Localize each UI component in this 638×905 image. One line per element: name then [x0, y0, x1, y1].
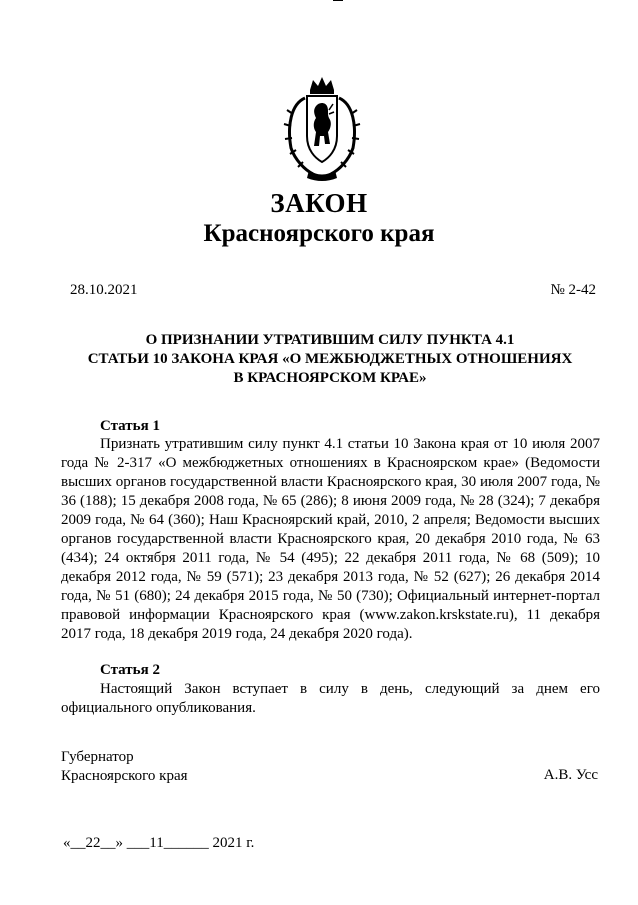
- document-number: № 2-42: [550, 282, 596, 298]
- heading-line: В КРАСНОЯРСКОМ КРАЕ»: [233, 370, 427, 386]
- article-2-title: Статья 2: [100, 662, 160, 678]
- governor-title: Губернатор: [61, 749, 134, 765]
- article-1-title: Статья 1: [100, 418, 160, 434]
- signer-name: А.В. Усс: [543, 767, 598, 783]
- governor-region: Красноярского края: [61, 768, 188, 784]
- heading-line: СТАТЬИ 10 ЗАКОНА КРАЯ «О МЕЖБЮДЖЕТНЫХ ОТНОШЕНИЯХ: [87, 351, 573, 367]
- document-date: 28.10.2021: [70, 282, 138, 298]
- article-1-text: Признать утратившим силу пункт 4.1 статьи 10 Закона края от 10 июля 2007 года № 2-317 «О межбюджетных отношениях в Красноярском крае» (Ведомости высших органов государственной власти Красноярского края, 30 июля 2007 года, № 36 (188); 15 декабря 2008 года, № 65 (286); 8 июня 2009 года, № 28 (324); 7 декабря 2009 года, № 64 (360); Наш Красноярский край, 2010, 2 апреля; Ведомости высших органов государственной власти Красноярского края, 20 декабря 2010 года, № 63 (434); 24 октября 2011 года, № 54 (495); 22 декабря 2011 года, № 68 (509); 10 декабря 2012 года, № 59 (571); 23 декабря 2013 года, № 52 (627); 26 декабря 2014 года, № 51 (680); 24 декабря 2015 года, № 50 (730); Официальный интернет-портал правовой информации Красноярского края (www.zakon.krskstate.ru), 11 декабря 2017 года, 18 декабря 2019 года, 24 декабря 2020 года).: [61, 436, 600, 642]
- governor-block: [61, 748, 188, 786]
- document-title: ЗАКОН: [270, 188, 368, 218]
- article-2-text: Настоящий Закон вступает в силу в день, следующий за днем его официального опубликования.: [61, 681, 600, 716]
- top-mark: [333, 0, 343, 1]
- coat-of-arms-icon: [283, 74, 361, 184]
- document-subtitle: Красноярского края: [203, 220, 435, 247]
- signing-date: «__22__» ___11______ 2021 г.: [63, 835, 255, 851]
- law-heading: [60, 331, 600, 388]
- heading-line: О ПРИЗНАНИИ УТРАТИВШИМ СИЛУ ПУНКТА 4.1: [145, 332, 515, 348]
